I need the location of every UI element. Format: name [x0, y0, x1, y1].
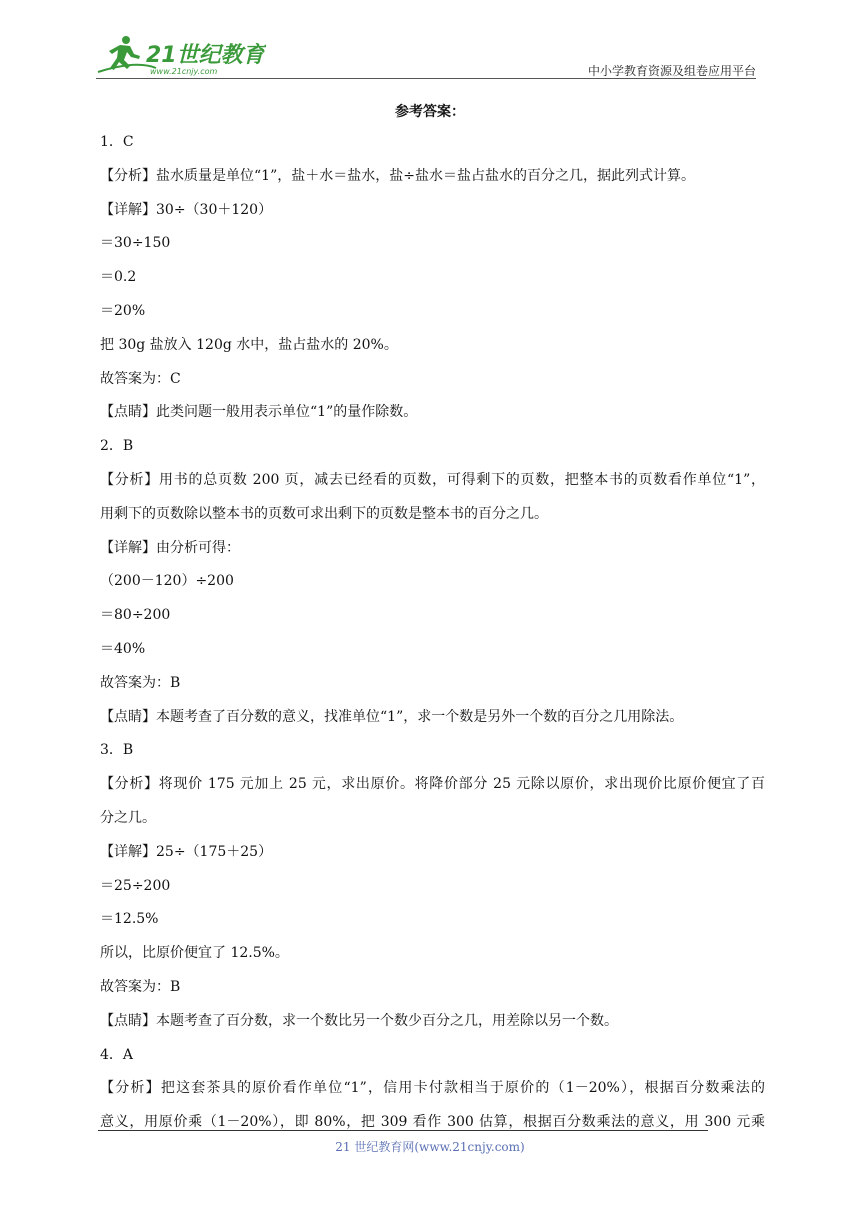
site-logo	[96, 34, 266, 78]
analysis-text: 【分析】将现价 175 元加上 25 元，求出原价。将降价部分 25 元除以原价，求出现价比原价便宜了百	[100, 776, 765, 793]
calc-step: ＝20%	[100, 302, 146, 319]
comment-text: 【点睛】本题考查了百分数的意义，找准单位“1”，求一个数是另外一个数的百分之几用除法。	[100, 708, 684, 725]
logo-wordmark: 21世纪教育	[146, 43, 265, 68]
question-number: 3．B	[100, 742, 134, 759]
comment-text: 【点睛】本题考查了百分数，求一个数比另一个数少百分之几，用差除以另一个数。	[100, 1012, 618, 1029]
calc-step: ＝30÷150	[100, 235, 171, 252]
analysis-text-cont: 用剩下的页数除以整本书的页数可求出剩下的页数是整本书的百分之几。	[100, 505, 548, 522]
page-header	[96, 34, 756, 80]
conclusion-text: 把 30g 盐放入 120g 水中，盐占盐水的 20%。	[100, 336, 398, 353]
question-number: 1．C	[100, 134, 134, 150]
solution-text: 【详解】30÷（30＋120）	[100, 201, 273, 218]
header-divider	[96, 78, 756, 79]
comment-text: 【点睛】此类问题一般用表示单位“1”的量作除数。	[100, 404, 418, 421]
analysis-text: 【分析】把这套茶具的原价看作单位“1”，信用卡付款相当于原价的（1－20%），根据百分数乘法的	[100, 1080, 765, 1097]
calc-step: ＝40%	[100, 640, 146, 657]
footer-divider	[98, 1130, 708, 1131]
solution-text: 【详解】25÷（175＋25）	[100, 843, 273, 860]
analysis-text: 【分析】盐水质量是单位“1”，盐＋水＝盐水，盐÷盐水＝盐占盐水的百分之几，据此列式计算。	[100, 167, 695, 184]
answer-text: 故答案为：B	[100, 978, 181, 995]
answer-content	[100, 126, 765, 1140]
calc-step: ＝25÷200	[100, 877, 171, 894]
calc-step: ＝12.5%	[100, 911, 159, 928]
analysis-text-cont: 分之几。	[100, 809, 156, 826]
header-platform-text: 中小学教育资源及组卷应用平台	[587, 64, 756, 78]
page-footer: 21 世纪教育网(www.21cnjy.com)	[335, 1140, 525, 1154]
answer-text: 故答案为：B	[100, 674, 181, 691]
analysis-text-cont: 意义，用原价乘（1－20%），即 80%，把 309 看作 300 估算，根据百分数乘法的意义，用 300 元乘	[100, 1114, 765, 1131]
calc-step: （200－120）÷200	[100, 573, 234, 590]
solution-text: 【详解】由分析可得：	[100, 539, 240, 556]
analysis-text: 【分析】用书的总页数 200 页，减去已经看的页数，可得剩下的页数，把整本书的页数看作单位“1”，	[100, 471, 765, 488]
logo-url: www.21cnjy.com	[150, 67, 218, 76]
question-number: 2．B	[100, 438, 134, 455]
page-title: 参考答案：	[395, 104, 465, 120]
question-number: 4．A	[100, 1046, 134, 1063]
answer-text: 故答案为：C	[100, 370, 181, 387]
calc-step: ＝80÷200	[100, 607, 171, 624]
calc-step: ＝0.2	[100, 269, 137, 286]
conclusion-text: 所以，比原价便宜了 12.5%。	[100, 945, 289, 962]
